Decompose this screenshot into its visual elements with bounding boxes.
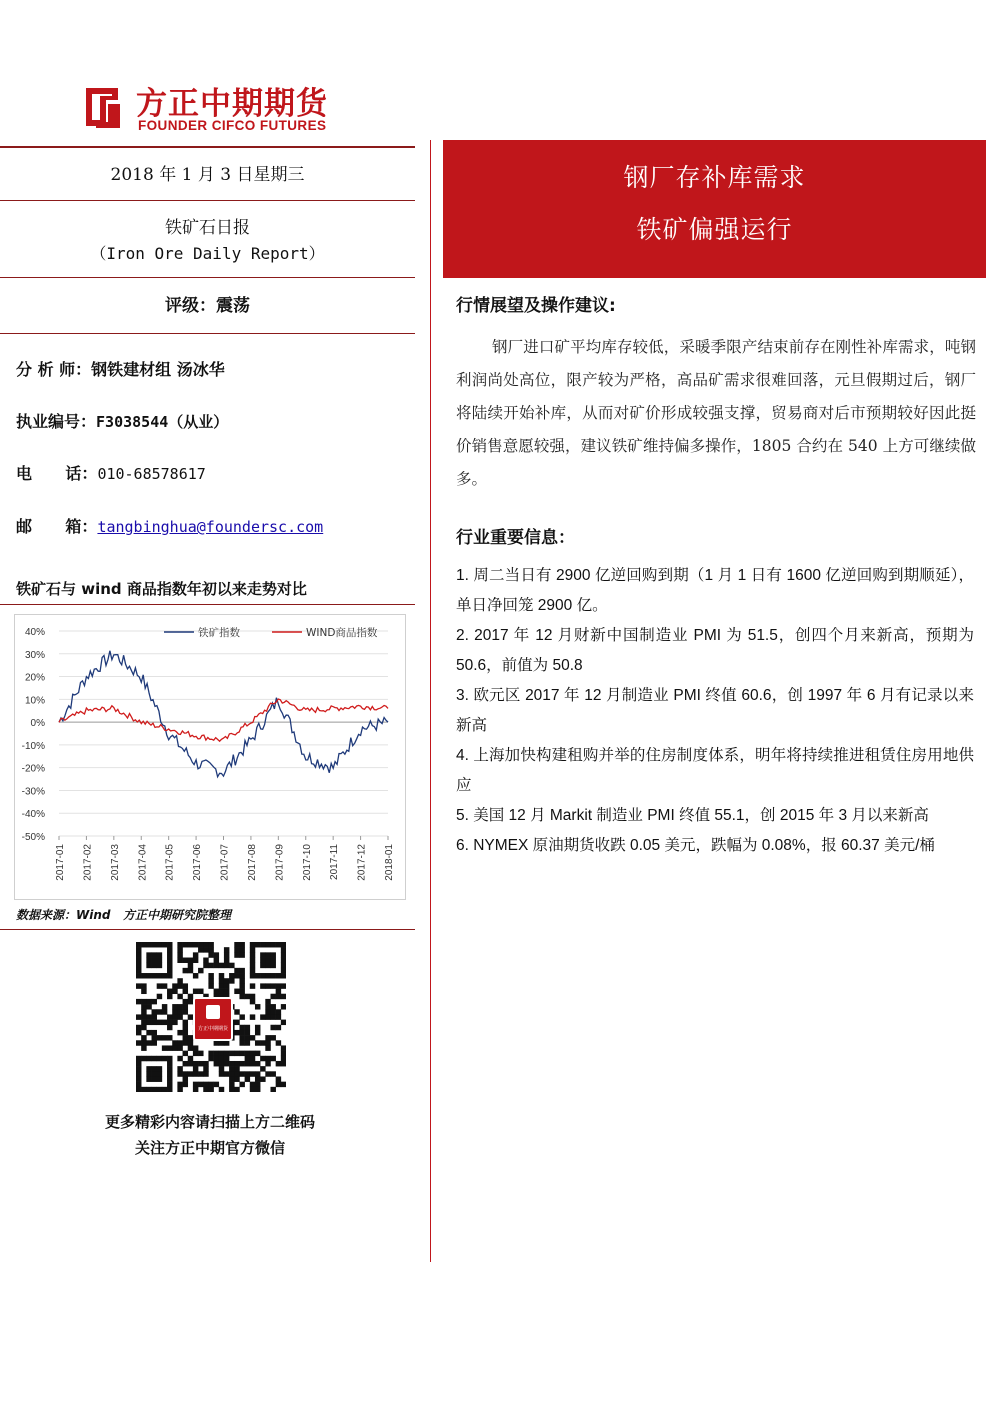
qr-code[interactable] (136, 942, 286, 1092)
headline-banner (443, 140, 986, 278)
x-tick-label: 2017-06 (192, 844, 204, 881)
license-row (16, 409, 228, 432)
brand-name-en: FOUNDER CIFCO FUTURES (138, 118, 327, 133)
qr-caption-2: 关注方正中期官方微信 (134, 1139, 285, 1157)
x-tick-label: 2017-05 (164, 844, 176, 881)
y-tick-label: 40% (24, 627, 45, 638)
email-link[interactable]: tangbinghua@foundersc.com (97, 518, 324, 536)
y-tick-label: -40% (21, 809, 45, 821)
x-tick-label: 2017-09 (274, 844, 286, 881)
x-tick-label: 2017-10 (301, 844, 313, 881)
section-outlook-body (456, 331, 976, 496)
news-item: 6. NYMEX 原油期货收跌 0.05 美元，跌幅为 0.08%，报 60.37 美元/桶 (456, 837, 935, 854)
divider (0, 146, 415, 148)
email-row (16, 514, 323, 537)
data-source: 数据来源：Wind 方正中期研究院整理 (16, 908, 232, 922)
divider (0, 333, 415, 334)
x-tick-label: 2017-02 (82, 844, 94, 881)
license-value: F3038544（从业） (96, 413, 229, 431)
analyst-value: 钢铁建材组 汤冰华 (91, 360, 225, 379)
x-tick-label: 2017-04 (137, 844, 149, 881)
news-item: 5. 美国 12 月 Markit 制造业 PMI 终值 55.1，创 2015 年 3 月以来新高 (456, 807, 929, 824)
qr-badge-text: 方正中期期货 (197, 1026, 228, 1032)
y-tick-label: -30% (21, 786, 45, 798)
divider (0, 277, 415, 278)
x-tick-label: 2017-12 (356, 844, 368, 881)
y-tick-label: -10% (21, 740, 45, 752)
qr-badge (193, 997, 233, 1041)
phone-value: 010-68578617 (97, 465, 206, 483)
legend-label: 铁矿指数 (198, 627, 240, 639)
logo-mark-icon (78, 82, 126, 132)
column-divider (430, 140, 431, 1262)
divider (0, 200, 415, 201)
news-item: 3. 欧元区 2017 年 12 月制造业 PMI 终值 60.6，创 1997 年 6 月有记录以来新高 (456, 687, 974, 734)
brand-logo (78, 78, 358, 138)
x-tick-label: 2018-01 (384, 844, 395, 881)
phone-label: 电 话： (16, 464, 98, 483)
chart-frame (15, 615, 406, 900)
brand-name-cn: 方正中期期货 (136, 86, 328, 122)
section-news-title: 行业重要信息： (456, 528, 575, 548)
news-list (456, 561, 974, 861)
news-item: 1. 周二当日有 2900 亿逆回购到期（1 月 1 日有 1600 亿逆回购到期顺延），单日净回笼 2900 亿。 (456, 567, 974, 614)
headline-2: 铁矿偏强运行 (636, 215, 793, 244)
x-tick-label: 2017-03 (109, 844, 121, 881)
x-tick-label: 2017-01 (55, 844, 66, 881)
divider (0, 929, 415, 930)
license-label: 执业编号： (16, 412, 97, 431)
y-tick-label: 20% (24, 672, 45, 684)
rating: 评级：震荡 (165, 296, 250, 316)
chart-title: 铁矿石与 wind 商品指数年初以来走势对比 (16, 580, 307, 598)
divider (0, 604, 415, 605)
phone-row (16, 461, 206, 484)
outlook-paragraph: 钢厂进口矿平均库存较低，采暖季限产结束前存在刚性补库需求，吨钢利润尚处高位，限产较为严格，高品矿需求很难回落，元旦假期过后，钢厂将陆续开始补库，从而对矿价形成较强支撑，贸易商对后市预期较好因此挺价销售意愿较强，建议铁矿维持偏多操作，1805 合约在 540 上方可继续做多。 (456, 338, 976, 488)
legend-label: WIND商品指数 (306, 627, 378, 639)
y-tick-label: 30% (24, 649, 45, 661)
qr-caption-1: 更多精彩内容请扫描上方二维码 (104, 1113, 315, 1131)
y-tick-label: -20% (21, 763, 45, 775)
x-tick-label: 2017-07 (219, 844, 231, 881)
report-title-en: （Iron Ore Daily Report） (90, 244, 325, 263)
y-tick-label: -50% (21, 832, 45, 843)
news-item: 4. 上海加快构建租购并举的住房制度体系，明年将持续推进租赁住房用地供应 (456, 747, 974, 794)
qr-badge-logo-icon (206, 1005, 220, 1019)
y-tick-label: 10% (24, 695, 45, 707)
analyst-row (16, 357, 225, 380)
email-label: 邮 箱： (16, 517, 98, 536)
trend-chart (14, 614, 406, 900)
x-tick-label: 2017-08 (246, 844, 258, 881)
y-tick-label: 0% (30, 718, 45, 730)
section-outlook-title: 行情展望及操作建议: (456, 296, 616, 316)
news-item: 2. 2017 年 12 月财新中国制造业 PMI 为 51.5，创四个月来新高，预期为 50.6，前值为 50.8 (456, 627, 974, 674)
x-tick-label: 2017-11 (329, 844, 341, 880)
report-date: 2018 年 1 月 3 日星期三 (110, 165, 305, 185)
analyst-label: 分 析 师： (16, 360, 92, 379)
headline-1: 钢厂存补库需求 (623, 163, 806, 192)
report-title: 铁矿石日报 (165, 218, 250, 238)
